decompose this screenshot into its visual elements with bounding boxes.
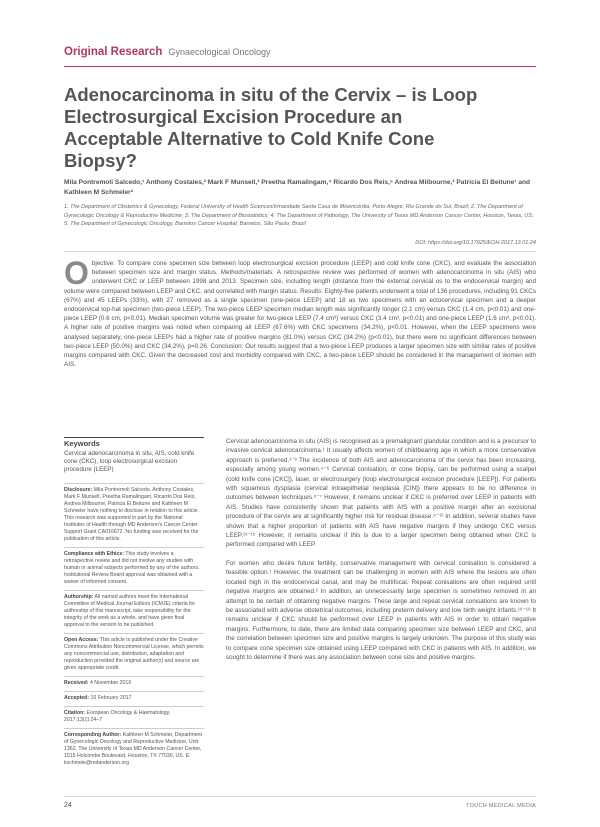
corresponding-text: Kathleen M Schmeler, Department of Gynecologic Oncology and Reproductive Medicine, Unit 1362, The University of Texas MD Anderson Cancer Center, 1515 Holcombe Boulevard, Houston, TX 77030, US. E: kschmele@mdanderson.org — [64, 731, 202, 766]
body-paragraph-1: Cervical adenocarcinoma in situ (AIS) is recognised as a premalignant glandular condition and is a precursor to invasive cervical adenocarcinoma.¹ It usually affects women of childbearing age in which a more conservative approach is preferred.¹⁻³ The incidence of both AIS and adenocarcinoma of the cervix has been increasing, especially among young women.⁴⁻⁶ Cervical conisation, or cone biopsy, can be performed using a scalpel (cold knife cone [CKC]), laser, or electrosurgery (loop electrosurgical excision procedure [LEEP]). For patients with squamous dysplasia (cervical intraepithelial neoplasia [CIN]) there appears to be no difference in outcomes between techniques.⁶⁻⁷ However, it remains unclear if CKC is preferred over LEEP in patients with AIS. Studies have consistently shown that patients with AIS with a positive margin after an excisional procedure of the cervix are at significantly higher risk for residual disease.⁸⁻¹² In addition, several studies have shown that a higher proportion of patients with AIS have negative margins if they undergo CKC versus LEEP.¹³⁻¹⁵ However, it remains unclear if this is due to a larger specimen being obtained when CKC is performed compared with LEEP. — [226, 438, 536, 549]
drop-cap: O — [64, 255, 89, 291]
accepted-label: Accepted: — [64, 694, 90, 701]
open-access-block — [64, 633, 204, 672]
affiliations: 1. The Department of Obstetrics & Gynecology, Federal University of Health Sciences/Irmandade Santa Casa de Misericórdia, Porto Alegre, Rio Grande do Sul, Brazil; 2. The Department of Gynecologic Oncology & Reproductive Medicine; 3. The Department of Biostatistics; 4. The Department of Pathology, The University of Texas MD Anderson Cancer Center, Houston, Texas, US; 5. The Department of Gynecologic Oncology, Barretos Cancer Hospital, Barretos, São Paulo, Brazil — [64, 204, 534, 227]
subsection-label: Gynaecological Oncology — [168, 47, 271, 57]
authorship-text: All named authors meet the International Committee of Medical Journal Editors (ICMJE) criteria for authorship of this manuscript, take responsibility for the integrity of the work as a whole, and have given final approval to the version to be published. — [64, 593, 196, 628]
publisher-name: TOUCH MEDICAL MEDIA — [466, 803, 536, 809]
corresponding-block — [64, 728, 204, 767]
abstract — [64, 255, 536, 369]
body-text — [226, 437, 536, 671]
open-access-text: This article is published under the Creative Commons Attribution Noncommercial License, which permits any noncommercial use, distribution, adaptation and reproduction provided the original author(s) and source are given appropriate credit. — [64, 636, 204, 671]
doi-link[interactable]: DOI: https://doi.org/10.17925/EOH.2017.13.01.24 — [415, 240, 536, 246]
author-list: Mila Pontremoli Salcedo,¹ Anthony Costales,² Mark F Munsell,³ Preetha Ramalingam,⁴ Ricardo Dos Reis,⁵ Andrea Milbourne,² Patricia El Beitune¹ and Kathleen M Schmeler² — [64, 179, 531, 196]
received-label: Received: — [64, 679, 89, 686]
open-access-label: Open Access: — [64, 636, 99, 643]
corresponding-label: Corresponding Author: — [64, 731, 122, 738]
ethics-block — [64, 547, 204, 586]
section-label: Original Research — [64, 46, 163, 58]
disclosure-block — [64, 483, 204, 543]
disclosure-text: Mila Pontremoli Salcedo, Anthony Costales, Mark F Munsell, Preetha Ramalingam, Ricardo Dos Reis, Andrea Milbourne, Patricia El Beitune and Kathleen M Schmeler have nothing to disclose in relation to this article. This research was supported in part by the National Institutes of Health through MD Anderson's Cancer Center Support Grant CA016672. No funding was received for the publication of this article. — [64, 486, 199, 542]
citation-label: Citation: — [64, 709, 86, 716]
accepted-date: 10 February 2017 — [90, 694, 132, 701]
abstract-text: bjective: To compare cone specimen size between loop electrosurgical excision procedure (LEEP) and cold knife cone (CKC), and evaluate the association between specimen size and margin status. Methods/materials: A retrospective review was performed of women with adenocarcinoma in situ (AIS) who underwent CKC or LEEP between 1998 and 2013. Specimen size, including length (distance from the external cervical os to the endocervical margin) and volume were compared between LEEP and CKC, and correlated with margin status. Results: Eighty-five patients underwent a total of 136 procedures, including 91 CKCs (67%) and 45 LEEPs (33%), with 27 removed as a single specimen (one-piece LEEP) and 18 as two specimens with an ectocervical specimen and a deeper endocervical top-hat specimen (two-piece LEEP). The two-piece LEEP specimen median length was significantly longer (2.1 cm) versus CKC (1.4 cm, p<0.01) and one-piece LEEP (0.6 cm, p<0.01). Median specimen volume was greater for two-piece LEEP (7.4 cm³) versus CKC (3.4 cm³, p<0.01) and one-piece LEEP (1.6 cm³, p<0.01). A higher rate of positive margins was noted when comparing all LEEP (67.6%) with CKC specimens (34.2%), p<0.01. However, when the LEEP specimens were analysed separately, one-piece LEEPs had a higher rate of positive margins (81.0%) versus CKC (34.2%) (p<0.01), but there were no significant differences between two-piece LEEP (50.0%) and CKC (34.2%), p=0.26. Conclusion: Our results suggest that a two-piece LEEP produces a larger specimen size with similar rates of positive margins compared with CKC. Given the decreased cost and morbidity compared with CKC, a two-piece LEEP should be considered in the management of women with AIS. — [64, 260, 536, 369]
disclosure-label: Disclosure: — [64, 486, 93, 493]
received-date: 4 November 2016 — [89, 679, 132, 686]
keywords-text: Cervical adenocarcinoma in situ, AIS, cold knife cone (CKC), loop electrosurgical excision procedure (LEEP) — [64, 450, 195, 474]
article-title: Adenocarcinoma in situ of the Cervix – is Loop Electrosurgical Excision Procedure an Acceptable Alternative to Cold Knife Cone Biopsy? — [64, 84, 478, 171]
citation-text: European Oncology & Haematology, 2017;13(1):24–7 — [64, 709, 171, 723]
ethics-label: Compliance with Ethics: — [64, 550, 124, 557]
footer-rule — [64, 796, 536, 797]
journal-header — [64, 46, 271, 58]
page-number: 24 — [64, 802, 72, 809]
citation-block — [64, 706, 204, 724]
ethics-text: This study involves a retrospective review and did not involve any studies with human or animal subjects performed by any of the authors. Institutional Review Board approval was obtained with a waiver of informed consent. — [64, 550, 200, 585]
authorship-block — [64, 590, 204, 629]
body-paragraph-2: For women who desire future fertility, conservative management with cervical conisation is considered a feasible option.¹ However, the treatment can be challenging in women with AIS where the lesions are often located high in the endocervical canal, and may be multifocal. Repeat conisations are often required until negative margins are obtained.² In addition, an unnecessarily large specimen is sometimes removed in an attempt to be certain of obtaining negative margins. These large and repeat cervical conisations are known to be associated with adverse obstetrical outcomes, including preterm delivery and low birth weight infants.¹⁶⁻¹⁸ It remains unclear if CKC should be performed over LEEP in patients with AIS in order to obtain negative margins. Furthermore, to date, there are limited data comparing specimen size between LEEP and CKC, and the correlation between specimen size and positive margins is largely unknown. The purpose of this study was to compare cone specimen size obtained using LEEP compared with CKC in patients with AIS. In addition, we sought to determine if there was any association between cone size and positive margins. — [226, 559, 536, 661]
keywords-heading: Keywords — [64, 437, 204, 447]
authorship-label: Authorship: — [64, 593, 94, 600]
divider — [64, 251, 536, 252]
sidebar — [64, 437, 204, 771]
received-block — [64, 676, 204, 687]
accepted-block — [64, 691, 204, 702]
header-rule — [64, 66, 536, 67]
